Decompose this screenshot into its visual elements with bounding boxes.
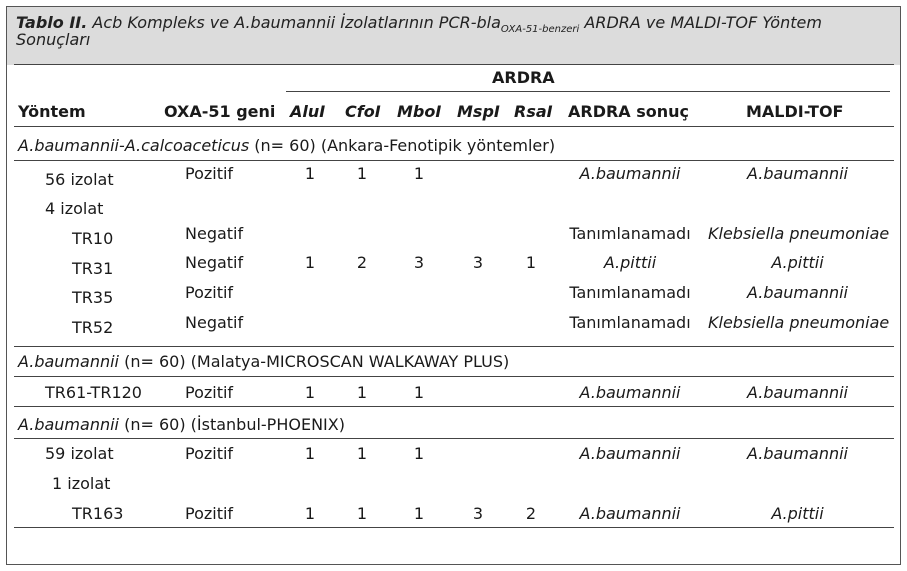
section-organism: A.baumannii: [18, 415, 119, 434]
section-details: (n= 60) (Ankara-Fenotipik yöntemler): [249, 136, 556, 155]
cell-oxa: Pozitif: [185, 383, 234, 402]
cell-mbo: 1: [413, 444, 425, 463]
section-details: (n= 60) (Malatya-MICROSCAN WALKAWAY PLUS): [119, 352, 510, 371]
header-rsai: RsaI: [514, 102, 553, 121]
cell-mbo: 1: [413, 504, 425, 523]
cell-msp: 3: [472, 504, 484, 523]
table-caption: [16, 14, 886, 48]
divider-top: [14, 64, 894, 65]
divider-section: [14, 438, 894, 439]
cell-ardra: A.baumannii: [579, 504, 681, 523]
cell-maldi: Klebsiella pneumoniae: [708, 224, 890, 243]
cell-maldi: A.baumannii: [747, 164, 848, 183]
divider-section: [14, 406, 894, 407]
caption-text-2: ARDRA ve MALDI-TOF Yöntem: [579, 13, 822, 32]
cell-alu: 1: [304, 164, 316, 183]
cell-msp: 3: [472, 253, 484, 272]
divider-bottom: [14, 527, 894, 528]
cell-method: 4 izolat: [45, 199, 104, 218]
cell-cfo: 1: [356, 164, 368, 183]
cell-method: 56 izolat: [45, 170, 114, 189]
section-title: [18, 415, 345, 435]
cell-mbo: 1: [413, 164, 425, 183]
cell-alu: 1: [304, 383, 316, 402]
cell-cfo: 1: [356, 444, 368, 463]
cell-maldi: A.baumannii: [747, 283, 848, 302]
cell-method: TR163: [72, 504, 124, 523]
divider-section: [14, 160, 894, 161]
header-mboi: MboI: [397, 102, 442, 121]
header-maldi: MALDI-TOF: [746, 102, 844, 121]
cell-method: 1 izolat: [52, 474, 111, 493]
cell-ardra: A.baumannii: [579, 383, 681, 402]
header-ardra-group: ARDRA: [492, 68, 555, 87]
divider-ardra: [286, 91, 890, 92]
header-oxa51: OXA-51 geni: [164, 102, 276, 121]
cell-method: TR31: [72, 259, 114, 278]
header-alui: AluI: [290, 102, 326, 121]
header-mspi: MspI: [457, 102, 500, 121]
section-title: [18, 136, 555, 156]
cell-method: TR52: [72, 318, 114, 337]
cell-method: 59 izolat: [45, 444, 114, 463]
cell-alu: 1: [304, 504, 316, 523]
section-details: (n= 60) (İstanbul-PHOENIX): [119, 415, 345, 434]
divider-section: [14, 346, 894, 347]
cell-maldi: A.baumannii: [747, 383, 848, 402]
cell-mbo: 1: [413, 383, 425, 402]
cell-rsa: 2: [525, 504, 537, 523]
cell-ardra: A.pittii: [603, 253, 657, 272]
divider-section: [14, 376, 894, 377]
cell-method: TR35: [72, 288, 114, 307]
cell-maldi: Klebsiella pneumoniae: [708, 313, 890, 332]
cell-cfo: 2: [356, 253, 368, 272]
cell-cfo: 1: [356, 383, 368, 402]
cell-ardra: A.baumannii: [579, 444, 681, 463]
header-ardra-result: ARDRA sonuç: [568, 102, 690, 121]
caption-subscript: OXA-51-benzeri: [500, 24, 580, 35]
caption-text-3: Sonuçları: [16, 30, 91, 49]
cell-oxa: Pozitif: [185, 444, 234, 463]
cell-ardra: A.baumannii: [579, 164, 681, 183]
caption-text: Acb Kompleks ve A.baumannii İzolatlarının PCR-bla: [92, 13, 501, 32]
cell-oxa: Pozitif: [185, 504, 234, 523]
cell-oxa: Negatif: [185, 253, 244, 272]
section-title: [18, 352, 509, 372]
divider-header: [14, 126, 894, 127]
cell-maldi: A.pittii: [771, 253, 824, 272]
section-organism: A.baumannii-A.calcoaceticus: [18, 136, 250, 155]
cell-oxa: Negatif: [185, 313, 244, 332]
cell-ardra: Tanımlanamadı: [569, 224, 691, 243]
cell-ardra: Tanımlanamadı: [569, 313, 691, 332]
cell-method: TR61-TR120: [45, 383, 142, 402]
cell-oxa: Pozitif: [185, 164, 234, 183]
section-organism: A.baumannii: [18, 352, 119, 371]
header-cfoi: CfoI: [345, 102, 381, 121]
cell-maldi: A.pittii: [771, 504, 824, 523]
cell-maldi: A.baumannii: [747, 444, 848, 463]
cell-ardra: Tanımlanamadı: [569, 283, 691, 302]
cell-mbo: 3: [413, 253, 425, 272]
header-method: Yöntem: [18, 102, 86, 121]
cell-alu: 1: [304, 253, 316, 272]
cell-cfo: 1: [356, 504, 368, 523]
cell-alu: 1: [304, 444, 316, 463]
caption-label: Tablo II.: [16, 13, 88, 32]
cell-method: TR10: [72, 229, 114, 248]
cell-oxa: Negatif: [185, 224, 244, 243]
cell-oxa: Pozitif: [185, 283, 234, 302]
cell-rsa: 1: [525, 253, 537, 272]
